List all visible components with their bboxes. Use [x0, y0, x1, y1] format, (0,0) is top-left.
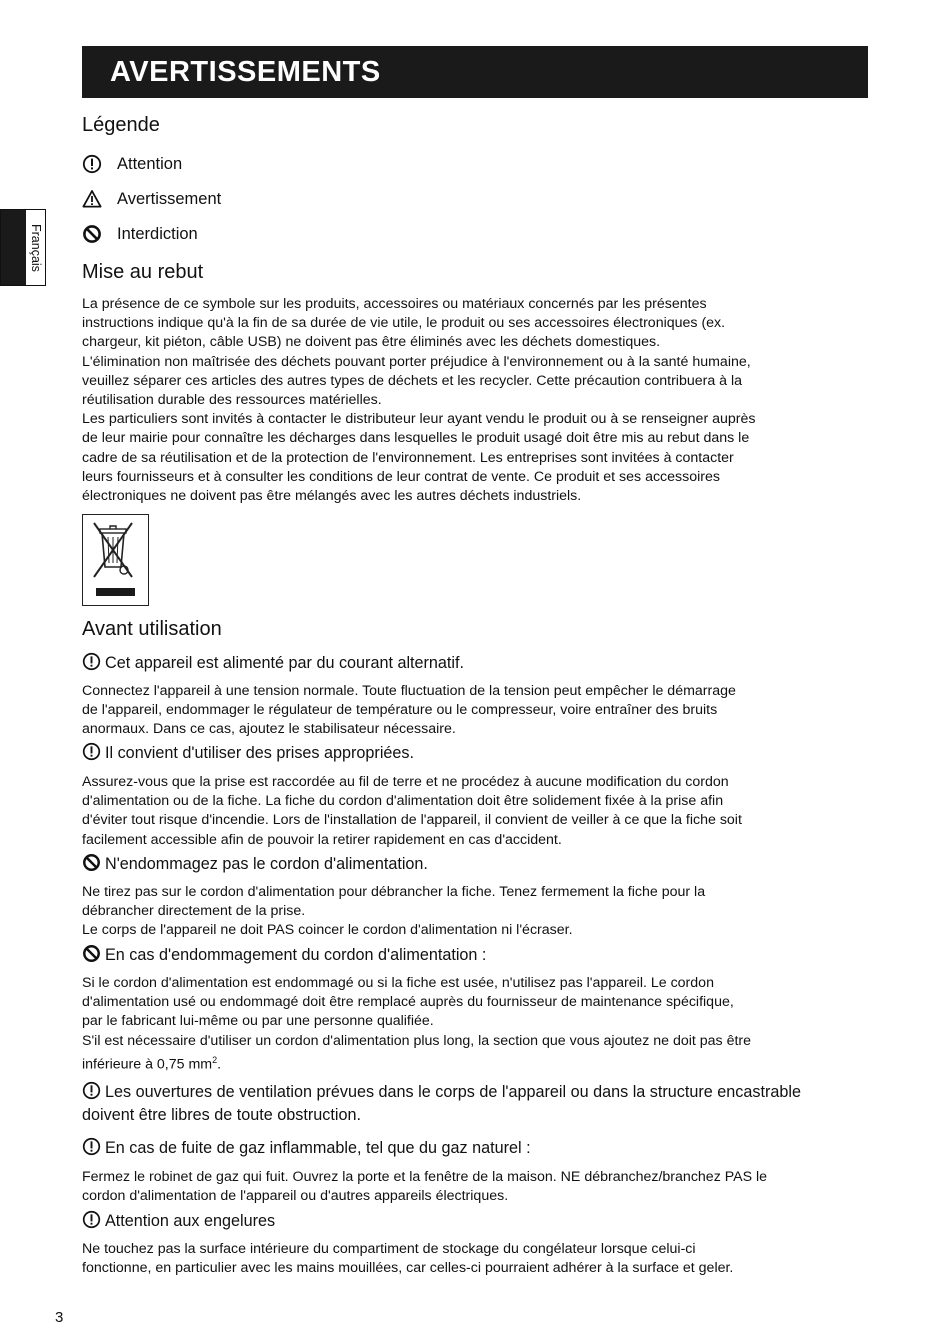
- text-line: [82, 1051, 872, 1075]
- language-tab-label: Français: [29, 224, 43, 272]
- text-line: fonctionne, en particulier avec les mains mouillées, car celles-ci pourraient adhérer à la surface et geler.: [82, 1260, 734, 1277]
- text-line: cordon d'alimentation de l'appareil ou d'autres appareils électriques.: [82, 1188, 509, 1205]
- text-line: Si le cordon d'alimentation est endommagé ou si la fiche est usée, n'utilisez pas l'appareil. Le cordon: [82, 975, 714, 991]
- legend-item-warning: [82, 187, 221, 211]
- prohibition-icon: [82, 853, 101, 872]
- warning-gas-leak: [82, 1137, 882, 1160]
- text-line: La présence de ce symbole sur les produits, accessoires ou matériaux concernés par les présentes: [82, 296, 707, 312]
- warning-sockets-text: [82, 773, 872, 850]
- before-use-heading: Avant utilisation: [82, 618, 222, 640]
- text-line: Fermez le robinet de gaz qui fuit. Ouvrez la porte et la fenêtre de la maison. NE débranchez/branchez PAS le: [82, 1169, 768, 1185]
- legend-label: Attention: [117, 154, 183, 173]
- text-line: Ne touchez pas la surface intérieure du compartiment de stockage du congélateur lorsque celui-ci: [82, 1241, 696, 1257]
- warning-frostbite-text: [82, 1240, 872, 1278]
- attention-icon: [82, 1081, 101, 1100]
- warning-title-cont: doivent être libres de toute obstruction.: [82, 1106, 361, 1124]
- text-line: cadre de sa réutilisation et de la protection de l'environnement. Les entreprises sont invitées à contacter: [82, 449, 734, 466]
- warning-title: Il convient d'utiliser des prises appropriées.: [105, 744, 415, 762]
- warning-damaged-cord: [82, 944, 882, 967]
- text-line: d'alimentation ou de la fiche. La fiche du cordon d'alimentation doit être solidement fixée à la prise afin: [82, 793, 724, 810]
- legend-label: Avertissement: [117, 189, 222, 208]
- warning-title: Les ouvertures de ventilation prévues dans le corps de l'appareil ou dans la structure encastrable: [105, 1083, 801, 1101]
- text-line: L'élimination non maîtrisée des déchets pouvant porter préjudice à l'environnement ou à la santé humaine,: [82, 353, 751, 370]
- text-line: veuillez séparer ces articles des autres types de déchets et les recycler. Cette précaution contribuera à la: [82, 372, 743, 389]
- text-line: instructions indique qu'à la fin de sa durée de vie utile, le produit ou ses accessoires électroniques (ex.: [82, 315, 726, 332]
- legend-label: Interdiction: [117, 224, 198, 243]
- disposal-text: [82, 295, 872, 506]
- warning-damaged-cord-text: [82, 974, 872, 1075]
- text-line: Assurez-vous que la prise est raccordée au fil de terre et ne procédez à aucune modification du cordon: [82, 774, 729, 790]
- attention-icon: [82, 652, 101, 671]
- warning-title: En cas de fuite de gaz inflammable, tel que du gaz naturel :: [105, 1139, 531, 1157]
- prohibition-icon: [82, 944, 101, 963]
- text-line: électroniques ne doivent pas être mélangés avec les autres déchets industriels.: [82, 488, 582, 505]
- text-line: Connectez l'appareil à une tension normale. Toute fluctuation de la tension peut empêcher le démarrage: [82, 683, 736, 699]
- attention-icon: [82, 154, 102, 174]
- text-line: facilement accessible afin de pouvoir la retirer rapidement en cas d'accident.: [82, 831, 562, 848]
- prohibition-icon: [82, 224, 102, 244]
- legend-item-attention: [82, 152, 182, 176]
- attention-icon: [82, 742, 101, 761]
- text-line: chargeur, kit piéton, câble USB) ne doivent pas être éliminés avec les déchets domestiques.: [82, 334, 661, 351]
- text-line: anormaux. Dans ce cas, ajoutez le stabilisateur nécessaire.: [82, 721, 456, 738]
- superscript: 2: [212, 1054, 218, 1065]
- text-line: débrancher directement de la prise.: [82, 903, 306, 920]
- text-line: d'alimentation usé ou endommagé doit être remplacé auprès du fournisseur de maintenance spécifique,: [82, 994, 734, 1011]
- warning-ac-power-text: [82, 682, 872, 740]
- attention-icon: [82, 1137, 101, 1156]
- warning-power-cord-text: [82, 883, 872, 941]
- legend-item-prohibition: [82, 222, 198, 246]
- language-tab-marker: [1, 210, 26, 285]
- warning-sockets: [82, 742, 882, 765]
- language-tab: [0, 209, 46, 286]
- warning-gas-leak-text: [82, 1168, 872, 1206]
- text-line: par le fabricant lui-même ou par une personne qualifiée.: [82, 1013, 434, 1030]
- warning-frostbite: [82, 1210, 882, 1233]
- text-fragment: .: [217, 1056, 222, 1073]
- text-line: Ne tirez pas sur le cordon d'alimentation pour débrancher la fiche. Tenez fermement la fiche pour la: [82, 884, 706, 900]
- weee-crossed-bin-icon: [82, 514, 149, 606]
- warning-power-cord: [82, 853, 882, 876]
- text-line: S'il est nécessaire d'utiliser un cordon d'alimentation plus long, la section que vous ajoutez ne doit pas être: [82, 1032, 752, 1049]
- text-line: d'éviter tout risque d'incendie. Lors de l'installation de l'appareil, il convient de veiller à ce que la fiche soit: [82, 812, 742, 829]
- warning-title: Attention aux engelures: [105, 1212, 276, 1230]
- warning-ac-power: [82, 652, 882, 675]
- warning-title: Cet appareil est alimenté par du courant alternatif.: [105, 654, 465, 672]
- text-line: Le corps de l'appareil ne doit PAS coincer le cordon d'alimentation ni l'écraser.: [82, 922, 573, 939]
- attention-icon: [82, 1210, 101, 1229]
- text-line: leurs fournisseurs et à consulter les conditions de leur contrat de vente. Ce produit et ses accessoires: [82, 468, 720, 485]
- text-fragment: inférieure à 0,75 mm: [82, 1056, 213, 1073]
- legend-heading: Légende: [82, 114, 160, 136]
- text-line: réutilisation durable des ressources matérielles.: [82, 392, 382, 409]
- text-line: Les particuliers sont invités à contacter le distributeur leur ayant vendu le produit ou à se renseigner auprès: [82, 411, 756, 428]
- warning-ventilation: [82, 1081, 882, 1127]
- page-title: AVERTISSEMENTS: [82, 46, 868, 98]
- warning-title: N'endommagez pas le cordon d'alimentation.: [105, 855, 428, 873]
- text-line: de l'appareil, endommager le régulateur de température ou le compresseur, voire entraîner des bruits: [82, 702, 718, 719]
- warning-title: En cas d'endommagement du cordon d'alimentation :: [105, 946, 487, 964]
- text-line: de leur mairie pour connaître les décharges dans lesquelles le produit usagé doit être mis au rebut dans le: [82, 430, 750, 447]
- disposal-heading: Mise au rebut: [82, 261, 204, 283]
- page-number: 3: [55, 1309, 64, 1326]
- warning-triangle-icon: [82, 189, 102, 209]
